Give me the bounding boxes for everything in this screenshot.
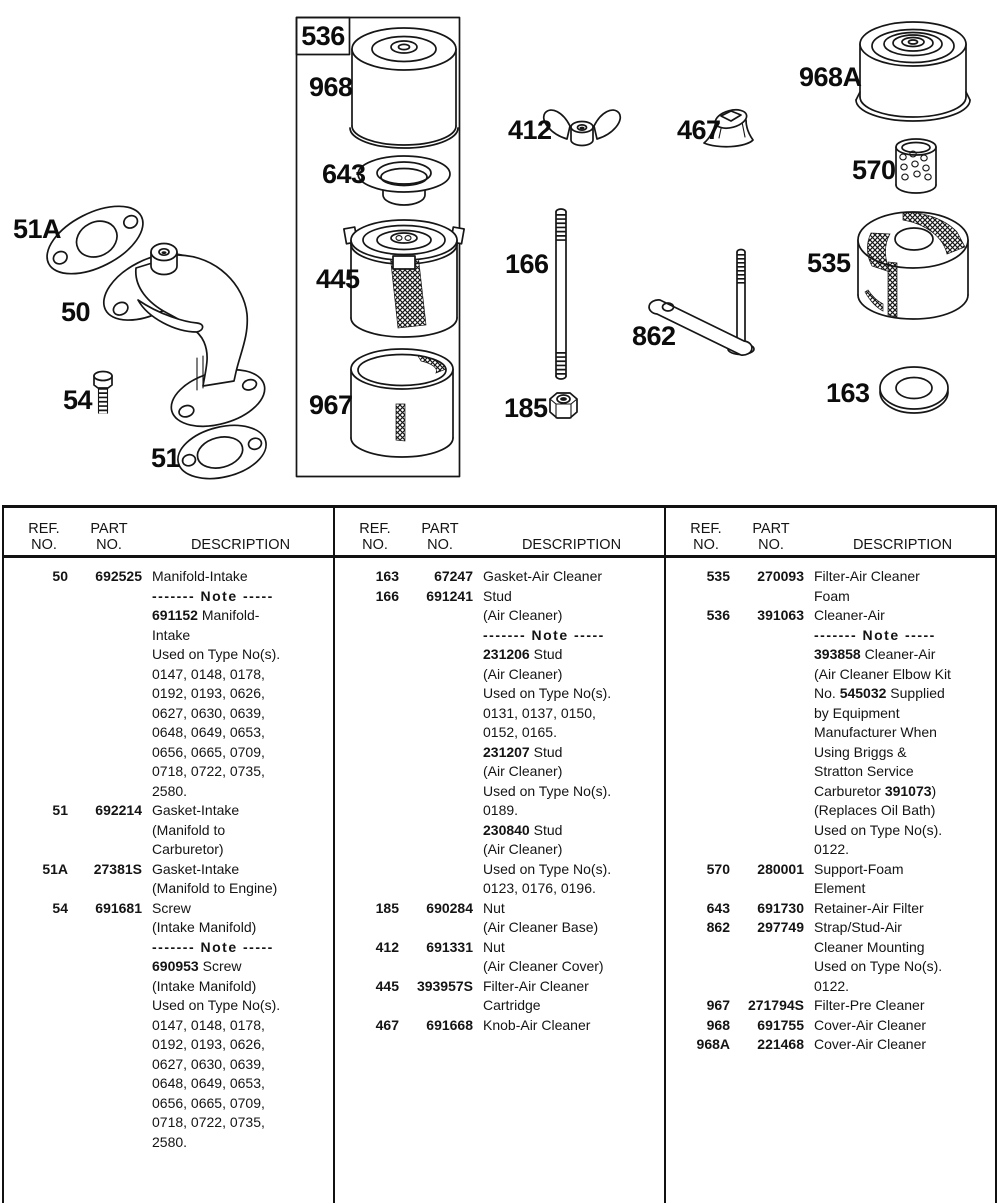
description-line: (Intake Manifold) — [152, 919, 257, 935]
table-entries — [335, 558, 664, 1035]
header-ref-no: REF. NO. — [690, 521, 722, 553]
table-row — [682, 1016, 991, 1036]
description-line: 0147, 0148, 0178, — [152, 1016, 265, 1033]
description-line: Used on Type No(s). — [814, 821, 943, 838]
part-no-cell: 280001 — [757, 860, 804, 877]
description-line: 0147, 0148, 0178, — [152, 665, 265, 682]
table-row — [20, 899, 329, 1153]
description-line: 0656, 0665, 0709, — [152, 743, 265, 760]
description-line: Used on Type No(s). — [152, 646, 281, 662]
description-line: 0718, 0722, 0735, — [152, 763, 265, 779]
description-cell — [804, 567, 991, 606]
part-no-cell: 690284 — [426, 899, 473, 916]
part-54-screw — [94, 372, 112, 415]
table-row — [20, 801, 329, 860]
callout-50: 50 — [61, 297, 91, 327]
exploded-parts-diagram — [0, 0, 1000, 505]
table-row — [351, 567, 660, 587]
callout-51A: 51A — [13, 214, 62, 244]
callout-51: 51 — [151, 443, 181, 473]
description-line: 230840 Stud — [483, 821, 563, 838]
description-line: Cover-Air Cleaner — [814, 1036, 927, 1052]
ref-no-cell: 166 — [375, 587, 399, 604]
parts-table — [2, 505, 997, 1203]
callout-967: 967 — [309, 390, 353, 420]
part-no-cell: 691681 — [95, 899, 142, 916]
description-line: (Intake Manifold) — [152, 977, 257, 994]
description-line: Used on Type No(s). — [152, 997, 281, 1013]
ref-no-cell: 862 — [706, 919, 730, 935]
header-description: DESCRIPTION — [190, 537, 291, 553]
header-description: DESCRIPTION — [521, 537, 622, 553]
description-line: 231206 Stud — [483, 646, 563, 662]
description-line: Element — [814, 880, 866, 896]
description-line: 0189. — [483, 802, 519, 818]
description-line: Used on Type No(s). — [483, 782, 612, 799]
description-line: Cover-Air Cleaner — [814, 1016, 927, 1033]
table-row — [682, 606, 991, 860]
table-row — [682, 996, 991, 1016]
description-line: (Manifold to — [152, 821, 226, 838]
callout-968A: 968A — [799, 62, 862, 92]
table-row — [682, 567, 991, 606]
ref-no-cell: 163 — [375, 568, 399, 584]
header-ref-no: REF. NO. — [359, 521, 391, 553]
part-no-cell: 221468 — [757, 1036, 804, 1052]
description-line: Carburetor) — [152, 841, 224, 857]
description-cell — [804, 1035, 991, 1055]
description-line: 0122. — [814, 977, 850, 994]
description-cell — [473, 567, 660, 587]
description-line: Gasket-Air Cleaner — [483, 568, 603, 584]
description-line: Filter-Pre Cleaner — [814, 997, 925, 1013]
description-line: Stratton Service — [814, 763, 914, 779]
description-line: 0627, 0630, 0639, — [152, 704, 265, 721]
callout-467: 467 — [677, 115, 721, 145]
description-line: 393858 Cleaner-Air — [814, 646, 936, 662]
ref-no-cell: 50 — [52, 568, 68, 584]
description-line: 0152, 0165. — [483, 724, 557, 740]
description-line: 2580. — [152, 1133, 188, 1150]
part-no-cell: 270093 — [757, 568, 804, 584]
description-line: 0192, 0193, 0626, — [152, 1036, 265, 1052]
table-row — [682, 899, 991, 919]
part-535-foam-filter — [858, 212, 968, 319]
description-line: 0627, 0630, 0639, — [152, 1055, 265, 1072]
table-row — [351, 587, 660, 899]
table-row — [351, 1016, 660, 1036]
ref-no-cell: 535 — [706, 568, 730, 584]
description-line: Knob-Air Cleaner — [483, 1016, 591, 1033]
part-968-air-cleaner-cover — [350, 28, 458, 148]
callout-968: 968 — [309, 72, 353, 102]
description-line: Gasket-Intake — [152, 860, 240, 877]
description-line: Nut — [483, 899, 505, 916]
description-line: Screw — [152, 899, 191, 916]
part-570-foam-support — [896, 139, 936, 193]
description-cell — [142, 899, 329, 1153]
description-line: 0648, 0649, 0653, — [152, 724, 265, 740]
description-cell — [804, 996, 991, 1016]
description-line: Cartridge — [483, 997, 541, 1013]
description-line: (Air Cleaner) — [483, 665, 563, 682]
description-line: by Equipment — [814, 704, 900, 721]
part-412-wing-nut — [544, 110, 621, 145]
ref-no-cell: 643 — [706, 899, 730, 916]
table-header — [4, 508, 333, 558]
table-row — [682, 1035, 991, 1055]
parts-table-column-2 — [335, 508, 666, 1203]
description-line: Stud — [483, 587, 512, 604]
part-50-intake-manifold — [93, 240, 271, 436]
ref-no-cell: 54 — [52, 899, 68, 916]
description-line: 0192, 0193, 0626, — [152, 685, 265, 701]
table-row — [351, 977, 660, 1016]
part-no-cell: 691241 — [426, 587, 473, 604]
description-line: Support-Foam — [814, 860, 904, 877]
part-no-cell: 692214 — [95, 802, 142, 818]
callout-862: 862 — [632, 321, 676, 351]
description-line: 690953 Screw — [152, 958, 242, 974]
description-cell — [473, 1016, 660, 1036]
part-no-cell: 271794S — [747, 997, 804, 1013]
table-header — [335, 508, 664, 558]
description-line: Gasket-Intake — [152, 802, 240, 818]
description-line: 0648, 0649, 0653, — [152, 1075, 265, 1091]
callout-570: 570 — [852, 155, 896, 185]
part-no-cell: 691668 — [426, 1016, 473, 1033]
ref-no-cell: 570 — [706, 860, 730, 877]
description-cell — [473, 938, 660, 977]
description-line: Manifold-Intake — [152, 568, 248, 584]
description-line: Carburetor 391073) — [814, 782, 937, 799]
description-line: 0123, 0176, 0196. — [483, 880, 596, 896]
table-entries — [4, 558, 333, 1152]
description-line: (Replaces Oil Bath) — [814, 802, 936, 818]
description-line: Filter-Air Cleaner — [814, 568, 920, 584]
ref-no-cell: 51 — [52, 802, 68, 818]
table-row — [351, 899, 660, 938]
callout-535: 535 — [807, 248, 851, 278]
description-cell — [804, 1016, 991, 1036]
description-line: Used on Type No(s). — [483, 860, 612, 877]
part-445-filter-cartridge — [344, 220, 464, 337]
ref-no-cell: 445 — [375, 977, 399, 994]
description-line: 0131, 0137, 0150, — [483, 704, 596, 721]
part-166-stud — [556, 209, 566, 379]
description-line: Using Briggs & — [814, 743, 907, 760]
part-no-cell: 691730 — [757, 899, 804, 916]
description-line: Retainer-Air Filter — [814, 899, 924, 916]
callout-412: 412 — [508, 115, 552, 145]
ref-no-cell: 967 — [706, 997, 730, 1013]
description-cell — [473, 977, 660, 1016]
description-line: Used on Type No(s). — [483, 685, 612, 701]
description-line: Manufacturer When — [814, 724, 937, 740]
description-line: Strap/Stud-Air — [814, 919, 902, 935]
part-968a-air-cleaner-cover — [856, 22, 970, 121]
ref-no-cell: 412 — [375, 938, 399, 955]
table-row — [682, 918, 991, 996]
part-967-pre-cleaner — [351, 349, 453, 457]
header-ref-no: REF. NO. — [28, 521, 60, 553]
description-cell — [804, 606, 991, 860]
part-no-cell: 67247 — [434, 568, 473, 584]
header-part-no: PART NO. — [90, 521, 128, 553]
part-51-gasket — [172, 417, 271, 487]
header-description: DESCRIPTION — [852, 537, 953, 553]
header-part-no: PART NO. — [752, 521, 790, 553]
description-line: Intake — [152, 626, 191, 643]
description-cell — [142, 801, 329, 860]
description-line: Cleaner Mounting — [814, 938, 925, 955]
ref-no-cell: 51A — [42, 860, 68, 877]
table-header — [666, 508, 995, 558]
part-no-cell: 691755 — [757, 1016, 804, 1033]
description-line: 691152 Manifold- — [152, 607, 260, 623]
parts-table-column-3 — [666, 508, 995, 1203]
table-row — [351, 938, 660, 977]
description-line: Used on Type No(s). — [814, 958, 943, 974]
description-cell — [473, 587, 660, 899]
description-line: Cleaner-Air — [814, 607, 885, 623]
table-row — [682, 860, 991, 899]
table-row — [20, 860, 329, 899]
description-line: Nut — [483, 938, 505, 955]
part-no-cell: 297749 — [757, 919, 804, 935]
description-line: 2580. — [152, 782, 188, 799]
callout-166: 166 — [505, 249, 549, 279]
note-divider: ------- Note ----- — [152, 587, 274, 604]
description-cell — [804, 860, 991, 899]
callout-185: 185 — [504, 393, 548, 423]
ref-no-cell: 968 — [706, 1016, 730, 1033]
callout-54: 54 — [63, 385, 93, 415]
description-line: Foam — [814, 587, 850, 604]
table-row — [20, 567, 329, 801]
note-divider: ------- Note ----- — [152, 938, 274, 955]
part-185-nut — [550, 393, 577, 418]
part-no-cell: 27381S — [93, 860, 142, 877]
description-cell — [804, 899, 991, 919]
description-cell — [804, 918, 991, 996]
part-163-gasket — [880, 367, 948, 413]
description-cell — [142, 567, 329, 801]
callout-163: 163 — [826, 378, 870, 408]
description-line: 0718, 0722, 0735, — [152, 1114, 265, 1130]
ref-no-cell: 467 — [375, 1016, 399, 1033]
note-divider: ------- Note ----- — [814, 626, 936, 643]
callout-643: 643 — [322, 159, 366, 189]
ref-no-cell: 185 — [375, 899, 399, 916]
description-line: 231207 Stud — [483, 743, 563, 760]
ref-no-cell: 968A — [696, 1036, 730, 1052]
description-line: 0656, 0665, 0709, — [152, 1094, 265, 1111]
description-line: (Air Cleaner Cover) — [483, 958, 604, 974]
description-line: (Manifold to Engine) — [152, 880, 278, 896]
description-line: Filter-Air Cleaner — [483, 977, 589, 994]
callout-536: 536 — [301, 21, 345, 51]
part-no-cell: 393957S — [416, 977, 473, 994]
header-part-no: PART NO. — [421, 521, 459, 553]
table-entries — [666, 558, 995, 1055]
part-no-cell: 692525 — [95, 568, 142, 584]
description-line: (Air Cleaner Elbow Kit — [814, 665, 951, 682]
description-line: (Air Cleaner) — [483, 841, 563, 857]
description-line: No. 545032 Supplied — [814, 685, 945, 701]
description-cell — [473, 899, 660, 938]
parts-table-column-1 — [4, 508, 335, 1203]
description-line: (Air Cleaner) — [483, 763, 563, 779]
ref-no-cell: 536 — [706, 607, 730, 623]
part-no-cell: 691331 — [426, 938, 473, 955]
description-line: (Air Cleaner) — [483, 607, 563, 623]
part-no-cell: 391063 — [757, 607, 804, 623]
note-divider: ------- Note ----- — [483, 626, 605, 643]
part-643-retainer — [358, 156, 450, 205]
description-line: (Air Cleaner Base) — [483, 919, 599, 935]
callout-445: 445 — [316, 264, 360, 294]
description-cell — [142, 860, 329, 899]
description-line: 0122. — [814, 841, 850, 857]
